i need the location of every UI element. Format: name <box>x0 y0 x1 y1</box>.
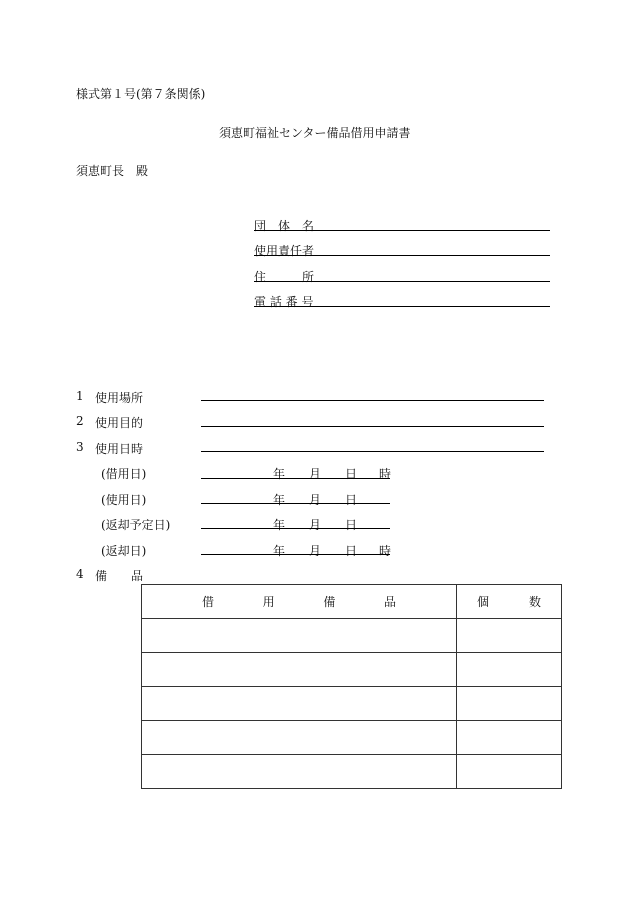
column-header-quantity <box>457 585 562 619</box>
hour-label: 時 <box>379 467 392 481</box>
hour-label: 時 <box>379 544 392 558</box>
table-row <box>142 619 562 653</box>
year-label: 年 <box>273 493 286 507</box>
year-label: 年 <box>273 544 286 558</box>
month-label: 月 <box>309 518 322 532</box>
responsible-person-label: 使用責任者 <box>254 244 315 258</box>
table-row <box>142 653 562 687</box>
header-char: 用 <box>262 595 275 609</box>
equipment-table <box>141 584 562 789</box>
equipment-heading: 備 品 <box>95 569 144 583</box>
day-label: 日 <box>345 467 358 481</box>
addressee: 須恵町長 殿 <box>76 164 149 178</box>
equipment-cell[interactable] <box>142 619 457 653</box>
equipment-cell[interactable] <box>142 755 457 789</box>
planned-return-date-field[interactable] <box>201 528 390 529</box>
group-name-field[interactable] <box>254 230 550 231</box>
day-label: 日 <box>345 544 358 558</box>
use-date-field[interactable] <box>201 503 390 504</box>
use-date-label: (使用日) <box>101 493 147 507</box>
quantity-cell[interactable] <box>457 653 562 687</box>
phone-field[interactable] <box>254 306 550 307</box>
table-row <box>142 687 562 721</box>
quantity-cell[interactable] <box>457 721 562 755</box>
usage-purpose-label: 使用目的 <box>95 416 144 430</box>
address-field[interactable] <box>254 281 550 282</box>
usage-place-label: 使用場所 <box>95 391 144 405</box>
quantity-cell[interactable] <box>457 619 562 653</box>
usage-place-field[interactable] <box>201 400 544 401</box>
planned-return-date-label: (返却予定日) <box>101 518 171 532</box>
header-char: 備 <box>323 595 336 609</box>
table-row <box>142 721 562 755</box>
responsible-person-field[interactable] <box>254 255 550 256</box>
usage-datetime-field[interactable] <box>201 451 544 452</box>
usage-datetime-label: 使用日時 <box>95 442 144 456</box>
quantity-cell[interactable] <box>457 687 562 721</box>
equipment-cell[interactable] <box>142 653 457 687</box>
group-name-label: 団 体 名 <box>254 219 315 233</box>
column-header-equipment <box>142 585 457 619</box>
item-number: 2 <box>76 414 84 428</box>
month-label: 月 <box>309 493 322 507</box>
form-number: 様式第１号(第７条関係) <box>76 87 206 101</box>
table-header-row <box>142 585 562 619</box>
header-char: 借 <box>202 595 215 609</box>
day-label: 日 <box>345 518 358 532</box>
address-label: 住 所 <box>254 270 315 284</box>
header-char: 数 <box>528 595 541 609</box>
phone-label: 電 話 番 号 <box>254 295 314 309</box>
item-number: 3 <box>76 440 84 454</box>
item-number: 4 <box>76 567 84 581</box>
header-char: 個 <box>477 595 490 609</box>
month-label: 月 <box>309 467 322 481</box>
equipment-cell[interactable] <box>142 687 457 721</box>
table-row <box>142 755 562 789</box>
day-label: 日 <box>345 493 358 507</box>
return-date-field[interactable] <box>201 554 390 555</box>
year-label: 年 <box>273 467 286 481</box>
header-char: 品 <box>383 595 396 609</box>
item-number: 1 <box>76 389 84 403</box>
borrow-date-field[interactable] <box>201 478 390 479</box>
month-label: 月 <box>309 544 322 558</box>
year-label: 年 <box>273 518 286 532</box>
usage-purpose-field[interactable] <box>201 426 544 427</box>
borrow-date-label: (借用日) <box>101 467 147 481</box>
quantity-cell[interactable] <box>457 755 562 789</box>
equipment-cell[interactable] <box>142 721 457 755</box>
page-title: 須恵町福祉センター備品借用申請書 <box>219 126 411 140</box>
return-date-label: (返却日) <box>101 544 147 558</box>
